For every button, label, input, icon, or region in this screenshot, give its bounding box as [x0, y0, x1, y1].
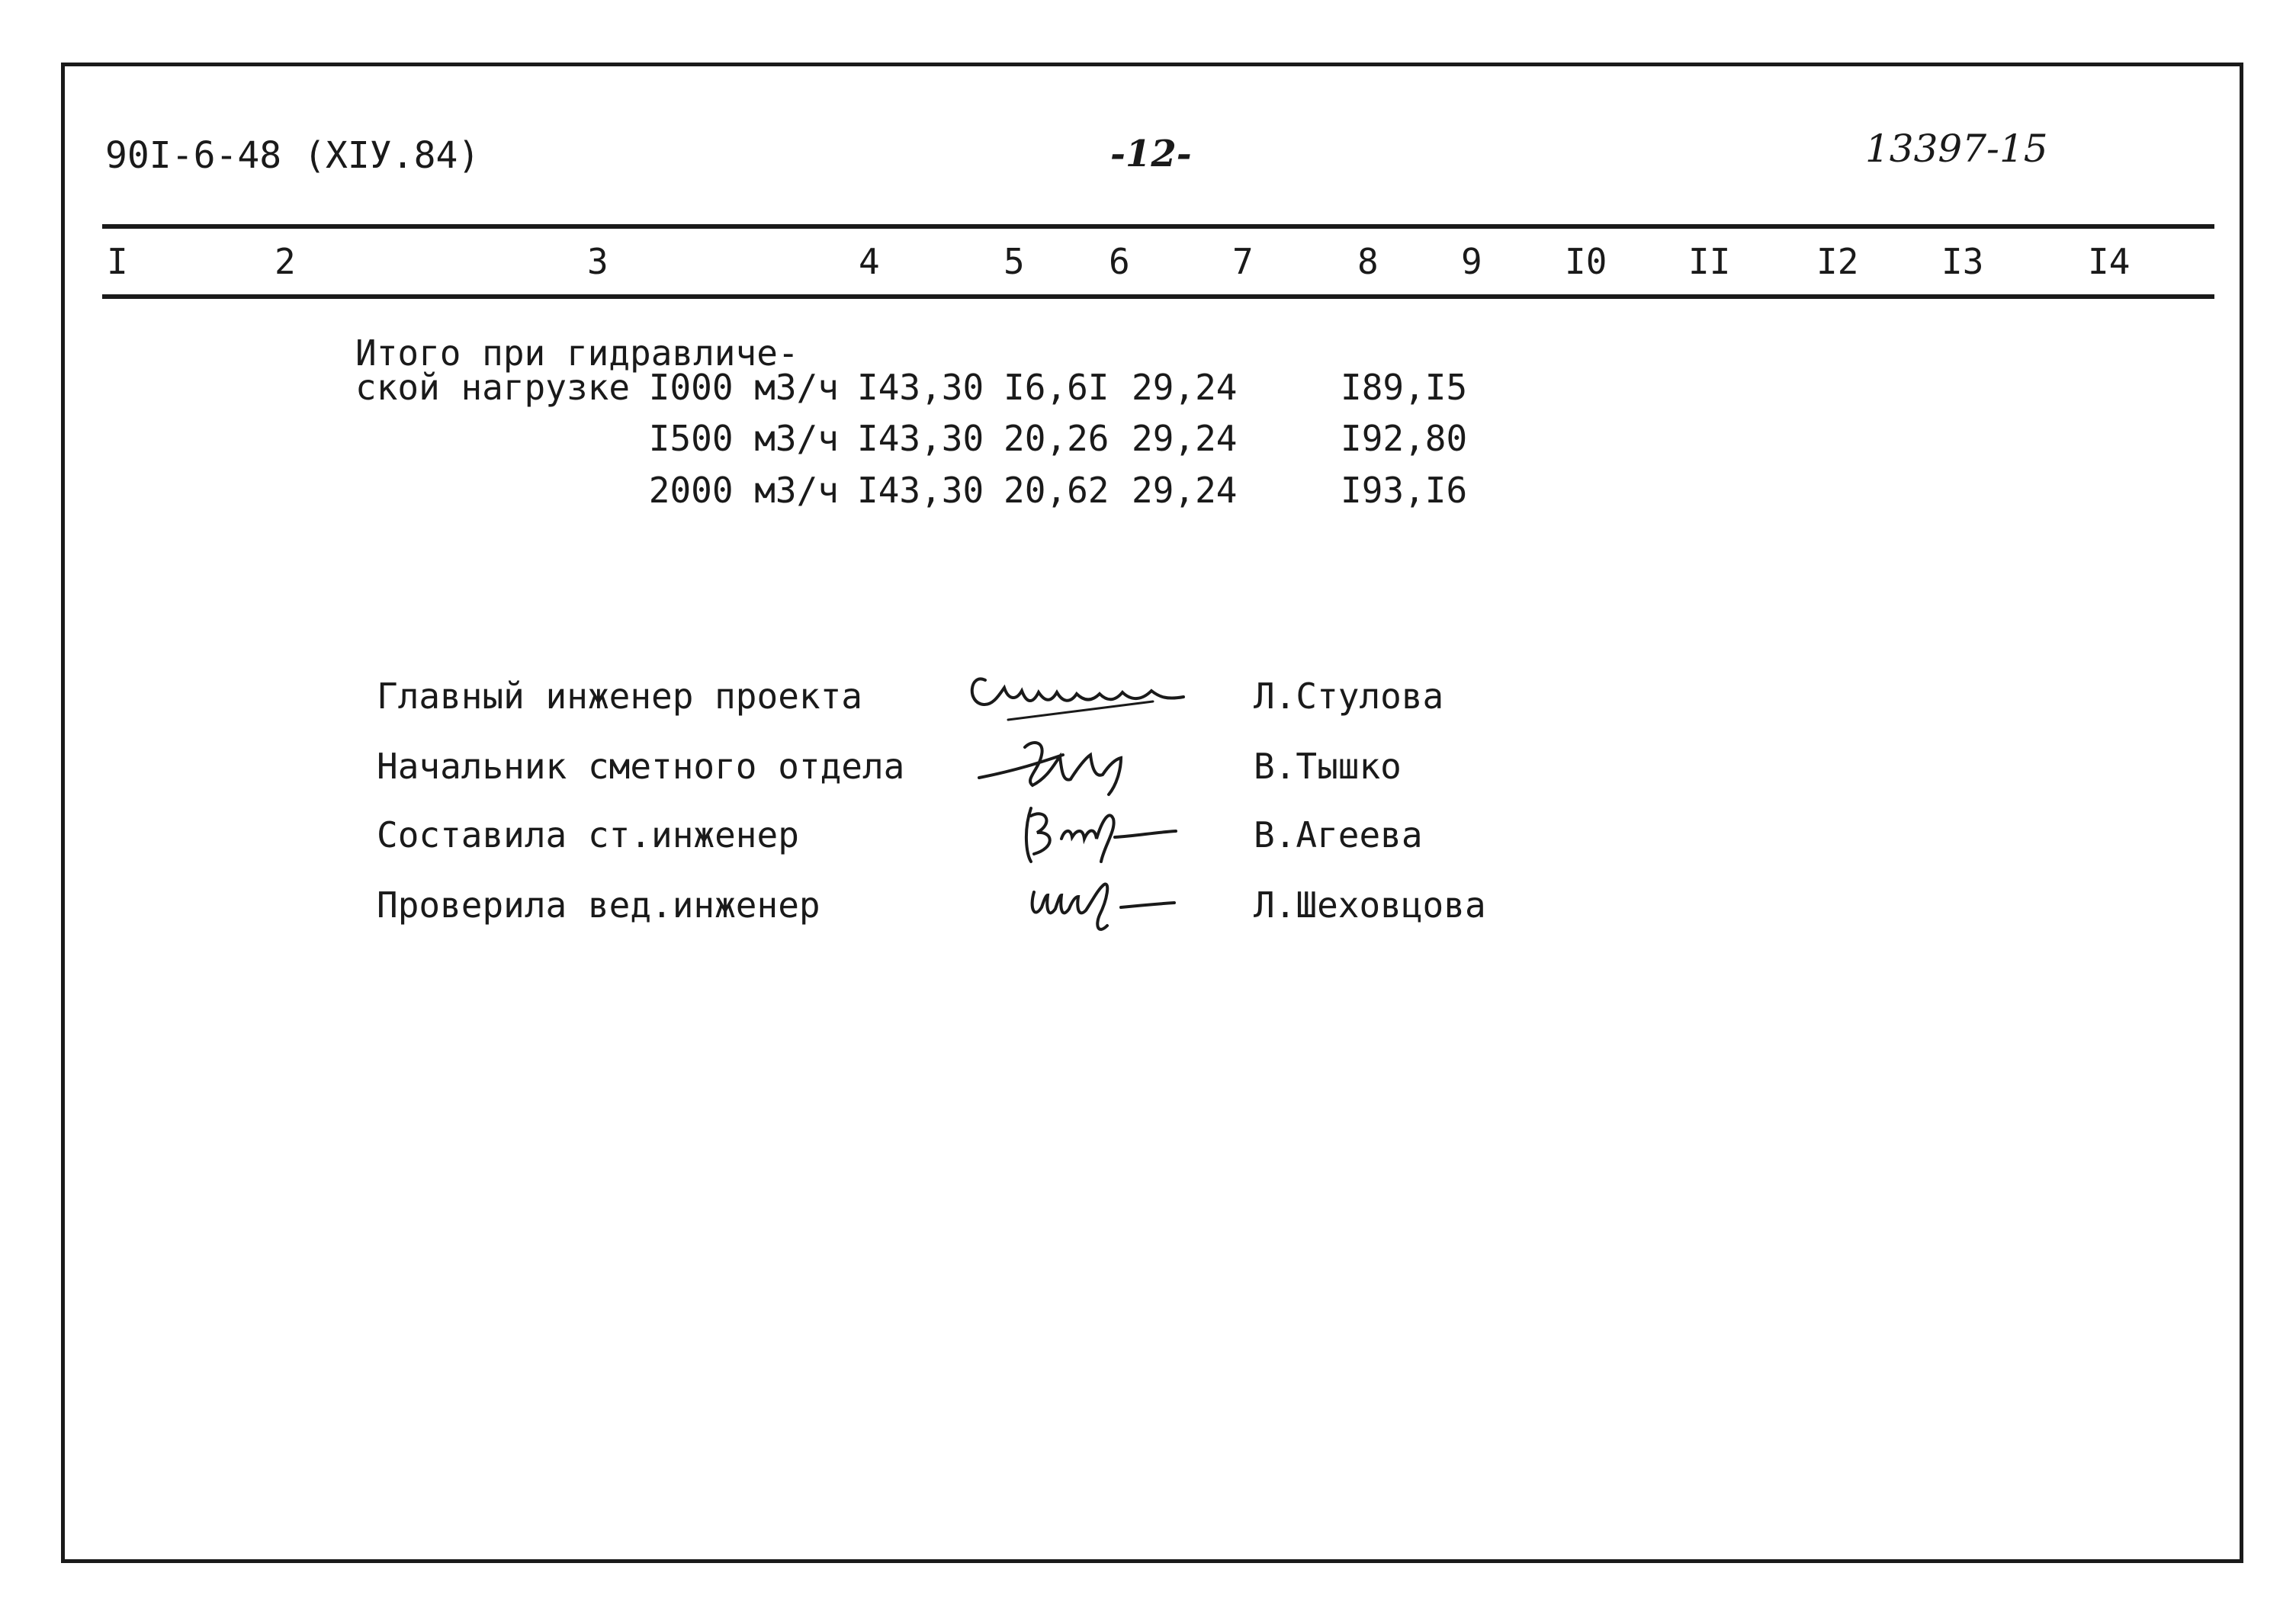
cell-col5: 20,62: [1003, 470, 1109, 511]
column-header-top-rule: [102, 224, 2214, 229]
document-code: 90I-6-48 (XIУ.84): [105, 134, 480, 177]
signature-role: Главный инженер проекта: [377, 676, 862, 717]
handwritten-signature: [1022, 862, 1205, 938]
column-header: I2: [1816, 241, 1859, 282]
signature-name: В.Тышко: [1254, 746, 1402, 787]
column-header: 2: [275, 241, 296, 282]
signature-name: В.Агеева: [1254, 814, 1423, 855]
column-header: I: [107, 241, 128, 282]
signature-role: Составила ст.инженер: [377, 814, 799, 855]
cell-col8: I89,I5: [1341, 367, 1468, 408]
signature-name: Л.Стулова: [1254, 676, 1444, 717]
page-number: -12-: [1110, 133, 1192, 175]
column-header: I0: [1565, 241, 1607, 282]
column-header: 9: [1461, 241, 1482, 282]
handwritten-signature: [1016, 793, 1199, 869]
cell-col8: I93,I6: [1341, 470, 1468, 511]
column-header: I4: [2088, 241, 2131, 282]
cell-col4: I43,30: [857, 367, 984, 408]
column-header: 6: [1109, 241, 1130, 282]
handwritten-signature: [971, 724, 1154, 801]
sheet-code: 13397-15: [1865, 127, 2048, 171]
cell-col4: I43,30: [857, 470, 984, 511]
cell-col5: 20,26: [1003, 418, 1109, 459]
cell-col6: 29,24: [1132, 367, 1238, 408]
cell-col6: 29,24: [1132, 470, 1238, 511]
column-header: I3: [1941, 241, 1984, 282]
signature-name: Л.Шеховцова: [1254, 884, 1486, 926]
load-value: I500 м3/ч: [648, 418, 839, 459]
load-value: 2000 м3/ч: [648, 470, 839, 511]
totals-label-line1: Итого при гидравличе-: [355, 332, 799, 374]
column-header: 3: [587, 241, 609, 282]
cell-col8: I92,80: [1341, 418, 1468, 459]
load-value: I000 м3/ч: [648, 367, 839, 408]
column-header-bottom-rule: [102, 294, 2214, 299]
cell-col4: I43,30: [857, 418, 984, 459]
column-header: 5: [1003, 241, 1025, 282]
handwritten-signature: [962, 657, 1206, 733]
column-header: 7: [1232, 241, 1254, 282]
column-header: 8: [1357, 241, 1379, 282]
column-header: II: [1688, 241, 1731, 282]
signature-role: Начальник сметного отдела: [377, 746, 905, 787]
cell-col5: I6,6I: [1003, 367, 1109, 408]
totals-label-line2: ской нагрузке: [355, 367, 631, 408]
signature-role: Проверила вед.инженер: [377, 884, 820, 926]
cell-col6: 29,24: [1132, 418, 1238, 459]
column-header: 4: [859, 241, 880, 282]
